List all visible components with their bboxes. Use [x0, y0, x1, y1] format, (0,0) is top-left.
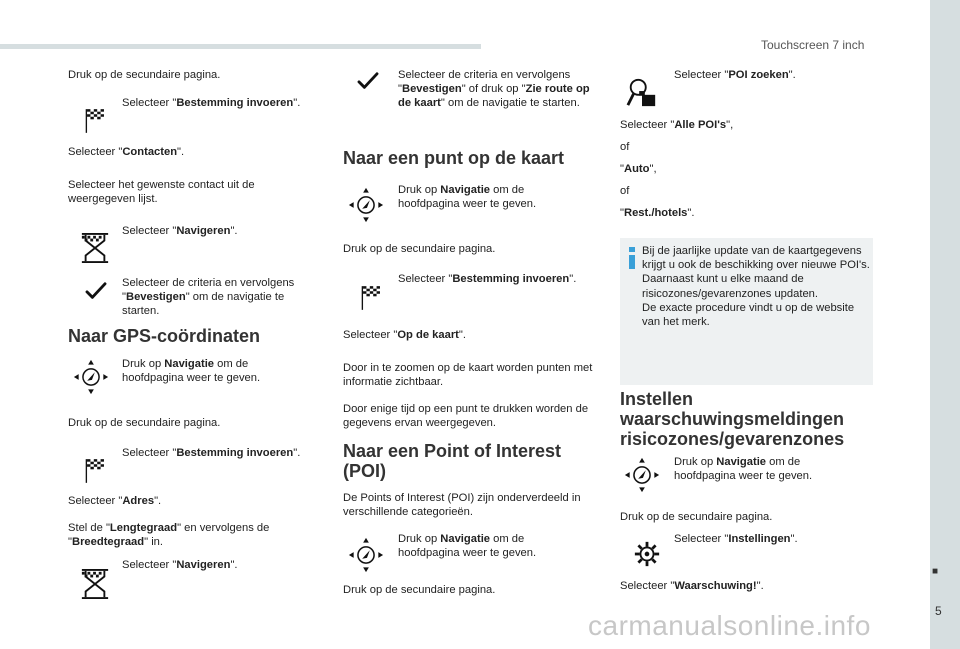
text-auto: "Auto",	[620, 163, 657, 175]
text-of-2: of	[620, 185, 630, 197]
step-navigeren: Selecteer "Navigeren".	[122, 225, 238, 237]
top-bar	[0, 44, 481, 49]
step-bevestigen: Selecteer de criteria en vervolgens "Bevestigen" om de navigatie te starten.	[122, 277, 295, 317]
heading-instellen: Instellen waarschuwingsmeldingen risicozones/gevarenzones	[620, 389, 845, 449]
text-zoomen: Door in te zoomen op de kaart worden punten met informatie zichtbaar.	[343, 362, 593, 388]
step-navigatie-gps: Druk op Navigatie om de hoofdpagina weer te geven.	[122, 358, 261, 384]
heading-gps: Naar GPS-coördinaten	[68, 326, 261, 346]
navigation-icon	[347, 186, 385, 224]
heading-kaart: Naar een punt op de kaart	[343, 148, 565, 168]
heading-poi: Naar een Point of Interest (POI)	[343, 441, 562, 481]
page-header-title: Touchscreen 7 inch	[761, 38, 865, 52]
text-secondary-page-4: Druk op de secundaire pagina.	[343, 584, 496, 596]
flag-icon	[84, 106, 106, 136]
navigate-icon	[80, 232, 110, 264]
flag-icon	[360, 283, 382, 313]
navigation-icon	[72, 358, 110, 396]
text-punt-drukken: Door enige tijd op een punt te drukken worden de gegevens ervan weergegeven.	[343, 403, 589, 429]
text-secondary-page-2: Druk op de secundaire pagina.	[68, 417, 221, 429]
navigate-icon	[80, 568, 110, 600]
page-marker: ■	[932, 566, 939, 577]
settings-gear-icon	[633, 540, 661, 568]
text-alle-pois: Selecteer "Alle POI's",	[620, 119, 734, 131]
check-icon	[85, 282, 107, 300]
step-instellingen: Selecteer "Instellingen".	[674, 533, 798, 545]
poi-search-icon	[626, 76, 658, 108]
text-secondary-page-5: Druk op de secundaire pagina.	[620, 511, 773, 523]
page-number: 5	[935, 604, 942, 618]
step-bestemming-invoeren-3: Selecteer "Bestemming invoeren".	[398, 273, 577, 285]
text-select-adres: Selecteer "Adres".	[68, 495, 162, 507]
side-strip	[930, 0, 960, 649]
step-navigatie-poi: Druk op Navigatie om de hoofdpagina weer te geven.	[398, 533, 537, 559]
watermark: carmanualsonline.info	[588, 610, 871, 641]
flag-icon	[84, 456, 106, 486]
info-icon	[629, 247, 635, 269]
text-secondary-page-3: Druk op de secundaire pagina.	[343, 243, 496, 255]
step-navigeren-2: Selecteer "Navigeren".	[122, 559, 238, 571]
text-of-1: of	[620, 141, 630, 153]
step-bestemming-invoeren: Selecteer "Bestemming invoeren".	[122, 97, 301, 109]
text-poi-categorieen: De Points of Interest (POI) zijn onderverdeeld in verschillende categorieën.	[343, 492, 581, 518]
step-navigatie-kaart: Druk op Navigatie om de hoofdpagina weer te geven.	[398, 184, 537, 210]
text-secondary-page: Druk op de secundaire pagina.	[68, 69, 221, 81]
step-bestemming-invoeren-2: Selecteer "Bestemming invoeren".	[122, 447, 301, 459]
text-rest-hotels: "Rest./hotels".	[620, 207, 695, 219]
text-waarschuwing: Selecteer "Waarschuwing!".	[620, 580, 764, 592]
step-zie-route: Selecteer de criteria en vervolgens "Bevestigen" of druk op "Zie route op de kaart" om de navigatie te starten.	[398, 69, 590, 109]
step-poi-zoeken: Selecteer "POI zoeken".	[674, 69, 796, 81]
text-op-de-kaart: Selecteer "Op de kaart".	[343, 329, 466, 341]
check-icon	[357, 72, 379, 90]
text-select-contacten: Selecteer "Contacten".	[68, 146, 185, 158]
navigation-icon	[623, 456, 661, 494]
text-select-contact: Selecteer het gewenste contact uit de weergegeven lijst.	[68, 179, 255, 205]
navigation-icon	[347, 536, 385, 574]
step-navigatie-instellen: Druk op Navigatie om de hoofdpagina weer te geven.	[674, 456, 813, 482]
text-lengte-breedte: Stel de "Lengtegraad" en vervolgens de "Breedtegraad" in.	[68, 522, 270, 548]
info-text: Bij de jaarlijke update van de kaartgegevens krijgt u ook de beschikking over nieuwe POI's. Daarnaast kunt u elke maand de risicozones/gevarenzones updaten. De exacte procedure vindt u op de website van het merk.	[642, 245, 870, 329]
